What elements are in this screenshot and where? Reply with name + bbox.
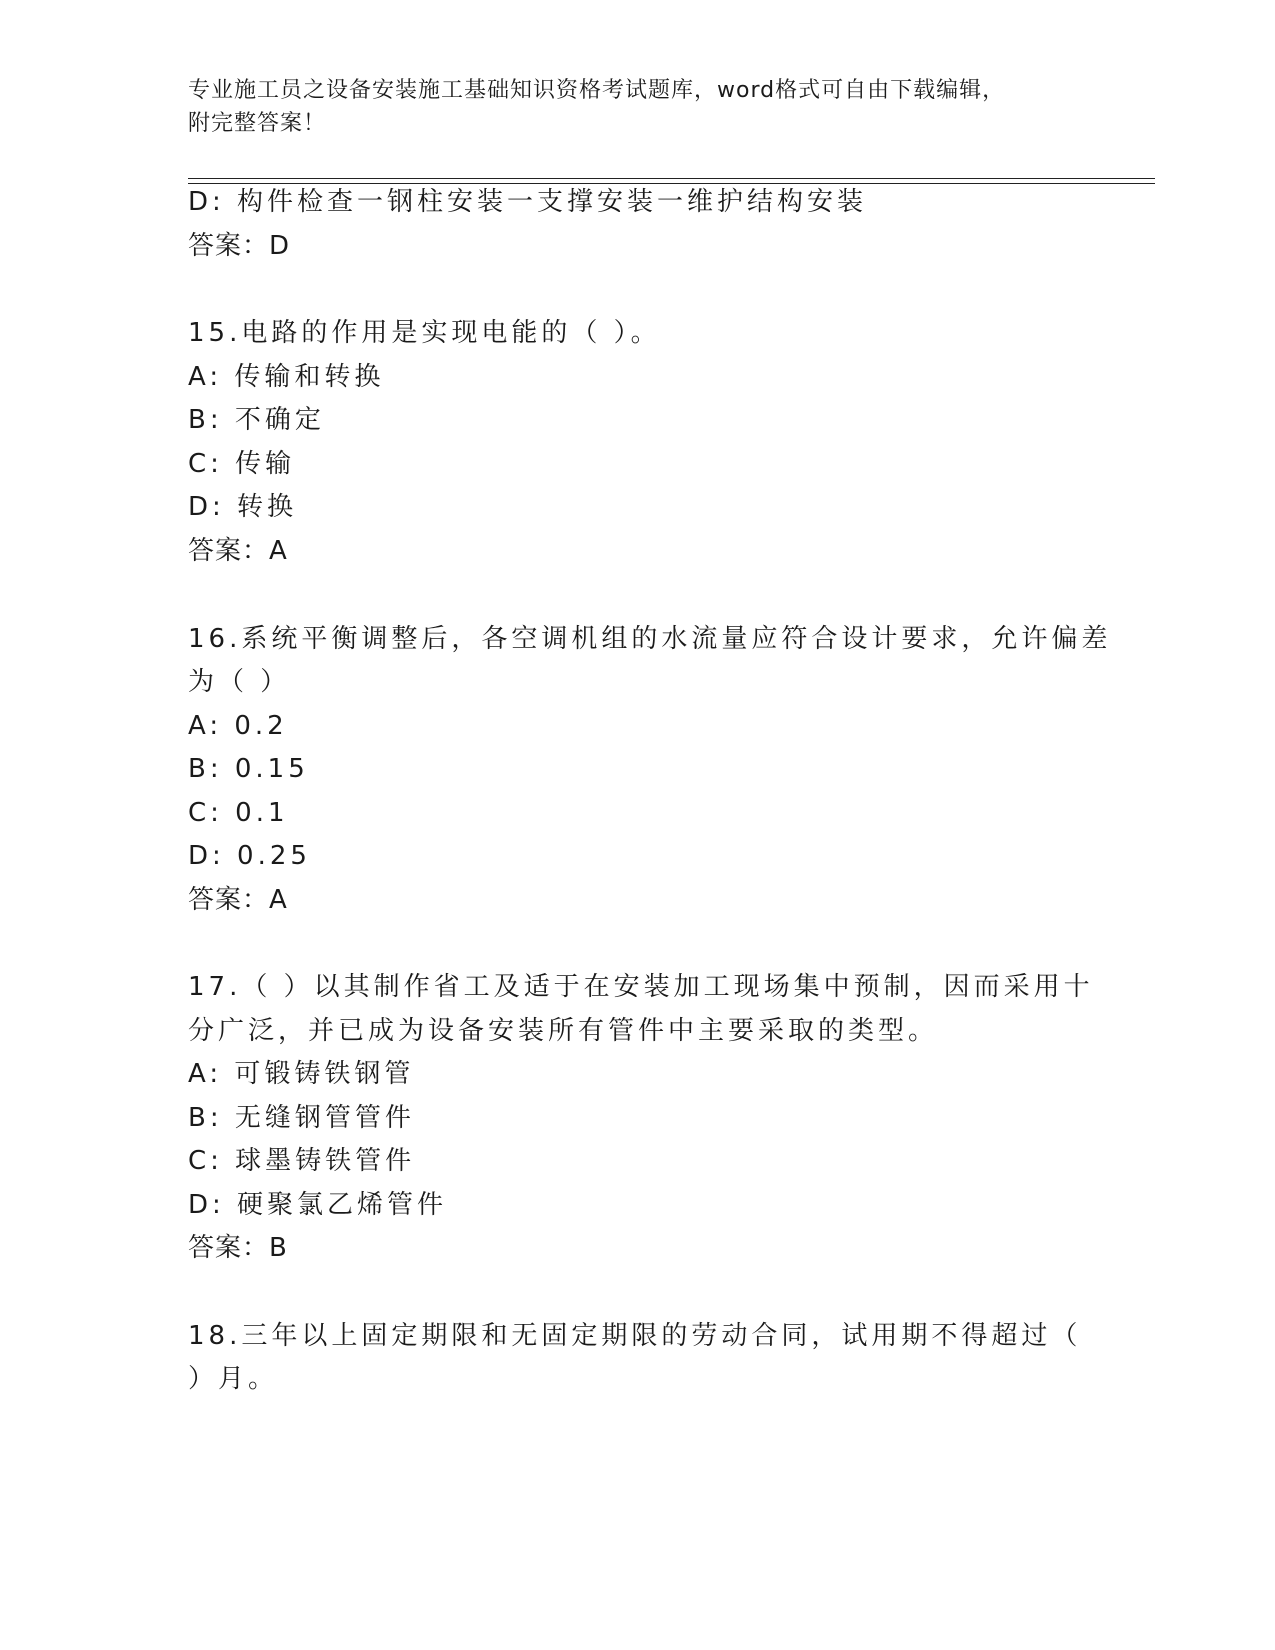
option-line: C: 传输 (188, 449, 296, 479)
question-line: 17.（ ）以其制作省工及适于在安装加工现场集中预制，因而采用十 (188, 972, 1094, 1002)
option-line: B: 无缝钢管管件 (188, 1103, 415, 1133)
option-line: D: 构件检查一钢柱安装一支撑安装一维护结构安装 (188, 187, 868, 217)
header-line-1: 专业施工员之设备安装施工基础知识资格考试题库，word格式可自由下载编辑， (188, 78, 1006, 103)
option-line: A: 可锻铸铁钢管 (188, 1059, 415, 1089)
option-line: A: 传输和转换 (188, 362, 385, 392)
option-line: B: 不确定 (188, 405, 325, 435)
option-line: C: 球墨铸铁管件 (188, 1146, 416, 1176)
option-line: A: 0.2 (188, 711, 288, 741)
question-line: 分广泛，并已成为设备安装所有管件中主要采取的类型。 (188, 1016, 939, 1046)
option-line: D: 转换 (188, 492, 298, 522)
question-line: ）月。 (188, 1364, 279, 1394)
question-line: 16.系统平衡调整后，各空调机组的水流量应符合设计要求，允许偏差 (188, 624, 1112, 654)
question-line: 为（ ） (188, 667, 291, 697)
option-line: D: 硬聚氯乙烯管件 (188, 1190, 448, 1220)
option-line: C: 0.1 (188, 798, 289, 828)
option-line: D: 0.25 (188, 841, 311, 871)
header-divider-bottom (188, 183, 1155, 184)
option-line: B: 0.15 (188, 754, 309, 784)
answer-line: 答案：B (188, 1233, 288, 1263)
header-divider-top (188, 178, 1155, 179)
header-line-2: 附完整答案！ (188, 111, 327, 136)
question-line: 18.三年以上固定期限和无固定期限的劳动合同，试用期不得超过（ (188, 1321, 1082, 1351)
answer-line: 答案：D (188, 231, 291, 261)
question-line: 15.电路的作用是实现电能的（ ）。 (188, 318, 661, 348)
answer-line: 答案：A (188, 536, 288, 566)
page-header (188, 74, 1088, 140)
answer-line: 答案：A (188, 885, 288, 915)
